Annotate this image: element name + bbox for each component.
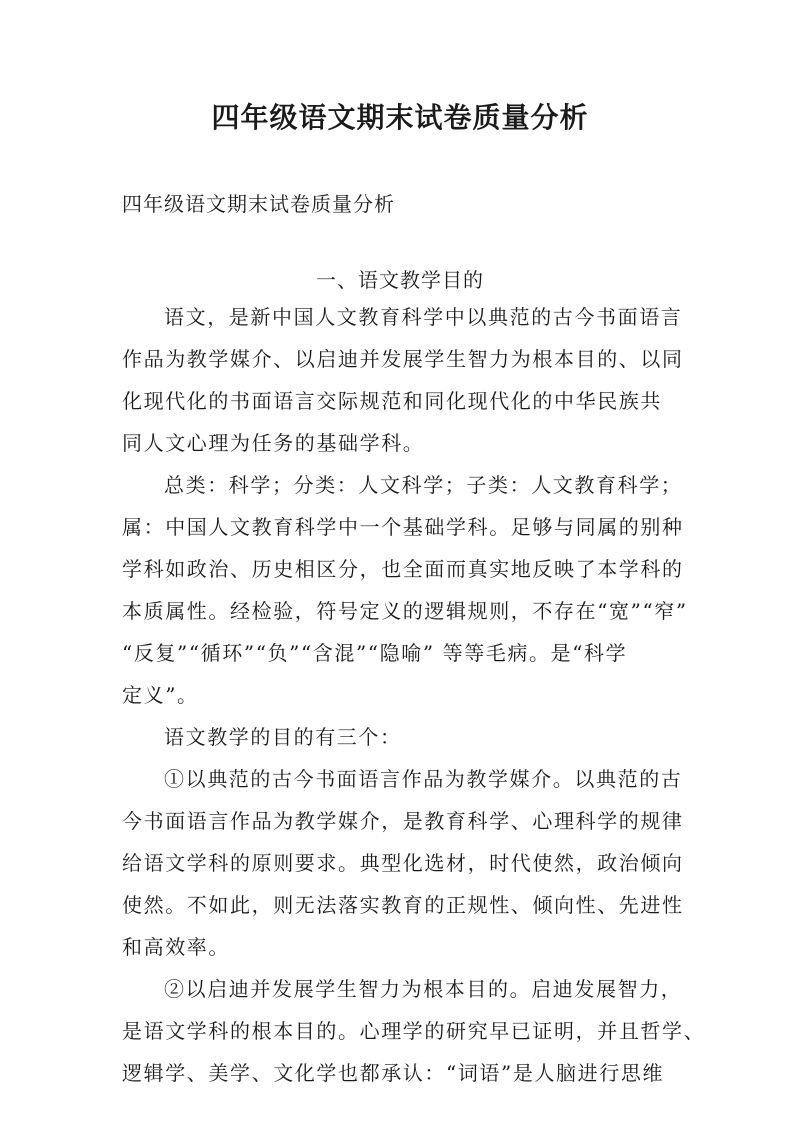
body-line: 和高效率。 [122,935,230,959]
body-line: 是语文学科的根本目的。心理学的研究早已证明，并且哲学、 [122,1019,706,1043]
body-line: 定义”。 [122,683,199,707]
body-line: 使然。不如此，则无法落实教育的正规性、倾向性、先进性 [122,893,684,917]
body-line: ①以典范的古今书面语言作品为教学媒介。以典范的古 [164,767,683,791]
body-line: 本质属性。经检验，符号定义的逻辑规则，不存在“宽”“窄” [122,599,688,623]
body-line: 语文，是新中国人文教育科学中以典范的古今书面语言 [164,305,683,329]
section-heading: 一、语文教学目的 [316,268,484,292]
body-line: ②以启迪并发展学生智力为根本目的。启迪发展智力， [164,977,683,1001]
body-line: 同人文心理为任务的基础学科。 [122,431,425,455]
body-text [122,296,706,1094]
body-line: 学科如政治、历史相区分，也全面而真实地反映了本学科的 [122,557,684,581]
body-line: “反复”“循环”“负”“含混”“隐喻” 等等毛病。是“科学 [122,641,628,665]
body-line: 逻辑学、美学、文化学也都承认：“词语”是人脑进行思维 [122,1061,665,1085]
body-line: 语文教学的目的有三个： [164,725,402,749]
body-line: 给语文学科的原则要求。典型化选材，时代使然，政治倾向 [122,851,684,875]
document-title: 四年级语文期末试卷质量分析 [211,101,589,134]
body-line: 作品为教学媒介、以启迪并发展学生智力为根本目的、以同 [122,347,684,371]
body-line: 总类：科学；分类：人文科学；子类：人文教育科学； [164,473,683,497]
body-line: 化现代化的书面语言交际规范和同化现代化的中华民族共 [122,389,662,413]
body-line: 今书面语言作品为教学媒介，是教育科学、心理科学的规律 [122,809,684,833]
body-line: 属：中国人文教育科学中一个基础学科。足够与同属的别种 [122,515,684,539]
document-subtitle: 四年级语文期末试卷质量分析 [122,192,395,216]
